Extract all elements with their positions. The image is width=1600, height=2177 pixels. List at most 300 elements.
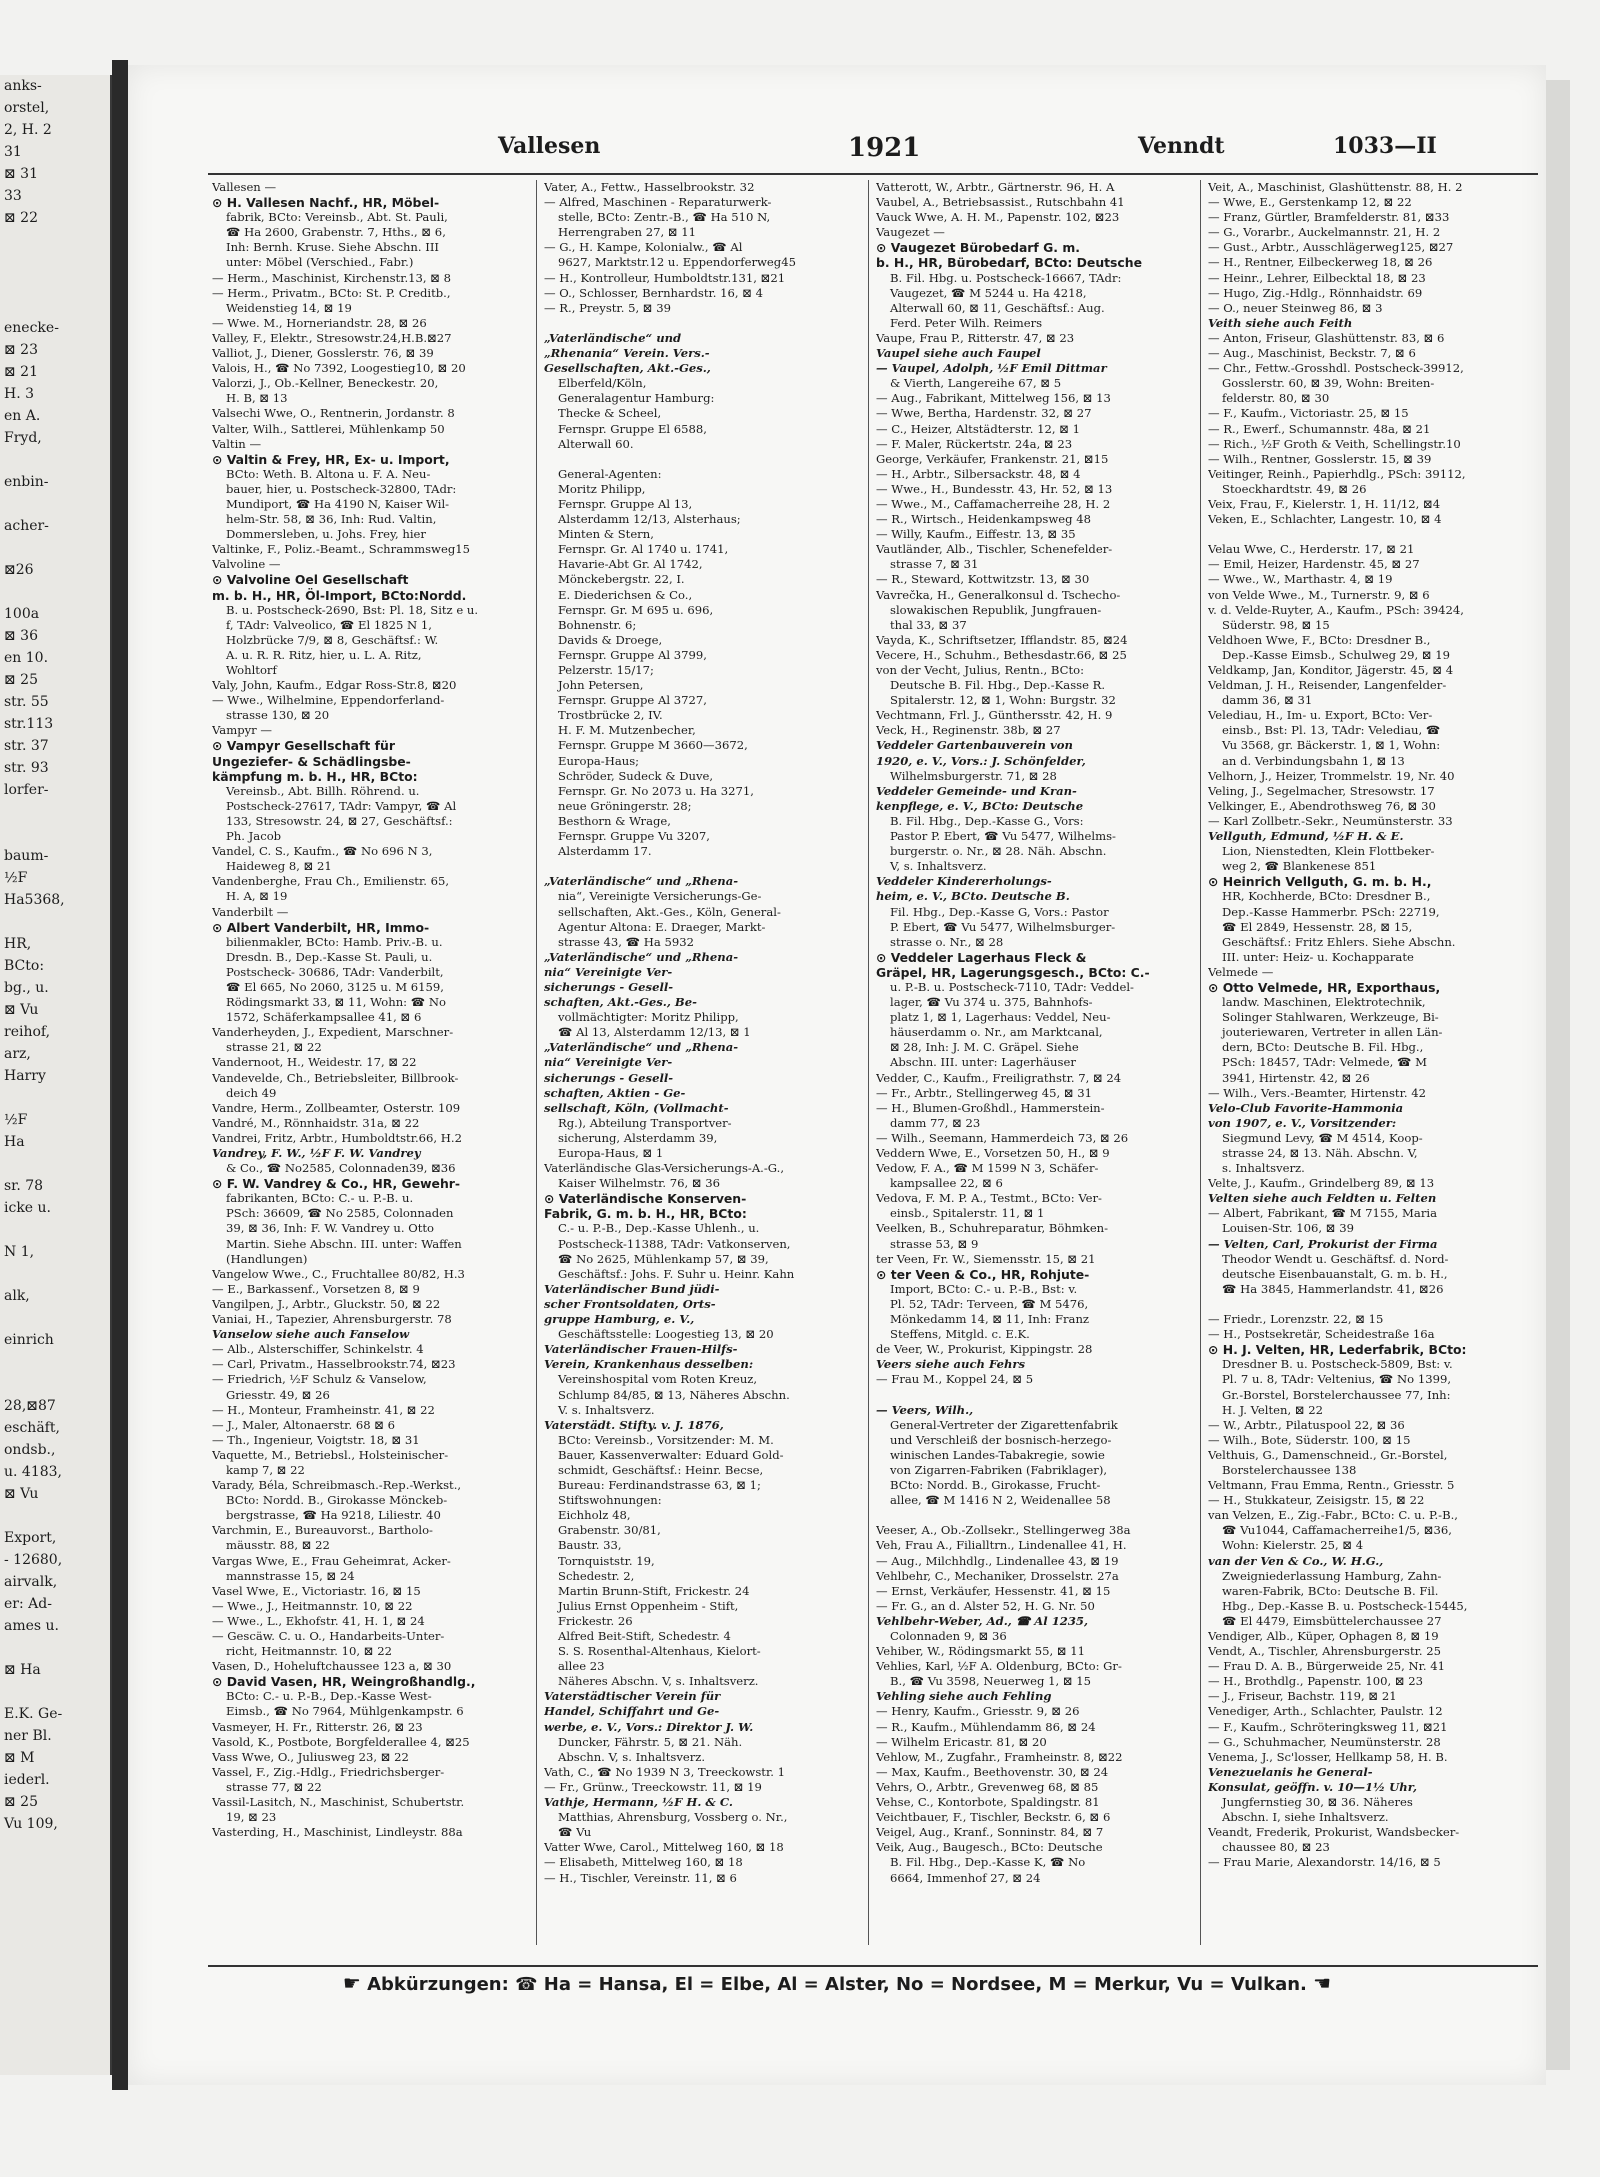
directory-entry-line: schaften, Aktien - Ge- — [544, 1085, 686, 1100]
directory-entry-line: Vehiber, W., Rödingsmarkt 55, ⊠ 11 — [876, 1644, 1085, 1659]
directory-entry-line: Fernspr. Gr. M 695 u. 696, — [558, 602, 714, 617]
directory-entry-line: bauer, hier, u. Postscheck-32800, TAdr: — [226, 481, 457, 496]
directory-entry-line: — R., Wirtsch., Heidenkampsweg 48 — [876, 512, 1092, 527]
column-2 — [544, 180, 864, 1945]
directory-entry-line: Näheres Abschn. V, s. Inhaltsverz. — [558, 1674, 759, 1689]
directory-entry-line: Vaterländischer Frauen-Hilfs- — [544, 1342, 738, 1357]
directory-entry-line: Ungeziefer- & Schädlingsbe- — [212, 753, 411, 769]
directory-entry-line: — Wwe., M., Caffamacherreihe 28, H. 2 — [876, 496, 1111, 511]
directory-entry-line: „Vaterländische“ und „Rhena- — [544, 949, 739, 964]
pointing-hand-icon: ☚ — [1313, 1971, 1332, 1995]
adjacent-page-fragment — [0, 295, 110, 317]
adjacent-page-fragment — [0, 1373, 110, 1395]
directory-entry-line: Veit, A., Maschinist, Glashüttenstr. 88, H. 2 — [1208, 180, 1463, 194]
directory-entry-line: — Fr. G., an d. Alster 52, H. G. Nr. 50 — [876, 1598, 1095, 1613]
directory-entry-line: Griesstr. 49, ⊠ 26 — [226, 1387, 330, 1402]
directory-entry-line: Vandre, Herm., Zollbeamter, Osterstr. 109 — [212, 1100, 461, 1115]
directory-entry-line: — Veers, Wilh., — [876, 1402, 974, 1417]
directory-entry-line: b. H., HR, Bürobedarf, BCto: Deutsche — [876, 255, 1143, 271]
directory-entry-line: Veeser, A., Ob.-Zollsekr., Stellingerweg 38a — [876, 1523, 1131, 1538]
directory-entry-line: — Th., Ingenieur, Voigtstr. 18, ⊠ 31 — [212, 1432, 420, 1447]
directory-entry-line: Vehling siehe auch Fehling — [876, 1689, 1052, 1704]
directory-entry-line: Grabenstr. 30/81, — [558, 1523, 661, 1538]
directory-entry-line: u. P.-B. u. Postscheck-7110, TAdr: Veddel- — [890, 979, 1134, 994]
directory-entry-line: de Veer, W., Prokurist, Kippingstr. 28 — [876, 1342, 1093, 1357]
adjacent-page-fragment — [0, 1505, 110, 1527]
adjacent-page-fragment: Export, — [4, 1530, 57, 1546]
directory-entry-line: Veh, Frau A., Filialltrn., Lindenallee 41, H. — [876, 1538, 1127, 1553]
directory-entry-line: Vasen, D., Hoheluftchaussee 123 a, ⊠ 30 — [212, 1659, 452, 1674]
directory-entry-line: Veddeler Gartenbauverein von — [876, 738, 1073, 753]
adjacent-page-fragment: baum- — [4, 848, 49, 864]
directory-entry-line: — R., Kaufm., Mühlendamm 86, ⊠ 24 — [876, 1719, 1096, 1734]
directory-entry-line: waren-Fabrik, BCto: Deutsche B. Fil. — [1222, 1583, 1439, 1598]
directory-entry-line: Vanderheyden, J., Expedient, Marschner- — [212, 1025, 454, 1040]
directory-entry-line: General-Vertreter der Zigarettenfabrik — [890, 1417, 1118, 1432]
directory-entry-line: Martin Brunn-Stift, Frickestr. 24 — [558, 1583, 750, 1598]
directory-entry-line: Gosslerstr. 60, ⊠ 39, Wohn: Breiten- — [1222, 376, 1435, 391]
directory-entry-line: Valsechi Wwe, O., Rentnerin, Jordanstr. 8 — [212, 406, 455, 421]
directory-entry-line: — Wilh., Vers.-Beamter, Hirtenstr. 42 — [1208, 1085, 1426, 1100]
directory-entry-line: — Wwe., Wilhelmine, Eppendorferland- — [212, 693, 445, 708]
directory-entry-line: — Elisabeth, Mittelweg 160, ⊠ 18 — [544, 1855, 743, 1870]
directory-entry-line — [544, 452, 864, 467]
adjacent-page-fragment: H. 3 — [4, 386, 35, 402]
directory-entry-line: häuserdamm o. Nr., am Marktcanal, — [890, 1025, 1103, 1040]
directory-entry-line: — Frau Marie, Alexandorstr. 14/16, ⊠ 5 — [1208, 1855, 1441, 1870]
directory-entry-line: — Aug., Milchhdlg., Lindenallee 43, ⊠ 19 — [876, 1553, 1119, 1568]
column-3 — [876, 180, 1196, 1945]
directory-entry-line: Haideweg 8, ⊠ 21 — [226, 859, 332, 874]
directory-entry-line: Vayda, K., Schriftsetzer, Ifflandstr. 85, ⊠24 — [876, 632, 1128, 647]
directory-entry-line: Velo-Club Favorite-Hammonia — [1208, 1100, 1404, 1115]
directory-entry-line: Siegmund Levy, ☎ M 4514, Koop- — [1222, 1130, 1423, 1145]
directory-entry-line: Veitinger, Reinh., Papierhdlg., PSch: 39112, — [1208, 466, 1466, 481]
adjacent-page-fragment: ondsb., — [4, 1442, 56, 1458]
directory-entry-line: Baustr. 33, — [558, 1538, 622, 1553]
directory-entry-line: — H., Kontrolleur, Humboldtstr.131, ⊠21 — [544, 270, 786, 285]
directory-entry-line: Kaiser Wilhelmstr. 76, ⊠ 36 — [558, 1176, 721, 1191]
directory-entry-line: Vendiger, Alb., Küper, Ophagen 8, ⊠ 19 — [1208, 1629, 1439, 1643]
directory-entry-line: Süderstr. 98, ⊠ 15 — [1222, 617, 1330, 632]
directory-entry-line: Dresdn. B., Dep.-Kasse St. Pauli, u. — [226, 949, 433, 964]
directory-entry-line: chaussee 80, ⊠ 23 — [1222, 1840, 1330, 1855]
directory-entry-line: Vereinshospital vom Roten Kreuz, — [558, 1372, 758, 1387]
adjacent-page-fragment: lorfer- — [4, 782, 49, 798]
directory-entry-line: — H., Brothdlg., Papenstr. 100, ⊠ 23 — [1208, 1674, 1424, 1689]
directory-entry-line: — Anton, Friseur, Glashüttenstr. 83, ⊠ 6 — [1208, 330, 1445, 345]
directory-entry-line: Vandrei, Fritz, Arbtr., Humboldtstr.66, H.2 — [212, 1130, 462, 1145]
adjacent-page-fragment: einrich — [4, 1332, 54, 1348]
directory-entry-line: ☎ El 665, No 2060, 3125 u. M 6159, — [226, 979, 444, 994]
directory-entry-line: strasse o. Nr., ⊠ 28 — [890, 934, 1004, 949]
directory-entry-line: — J., Friseur, Bachstr. 119, ⊠ 21 — [1208, 1689, 1397, 1704]
directory-entry-line: Davids & Droege, — [558, 632, 663, 647]
directory-entry-line: Vampyr — — [212, 723, 273, 738]
column-4 — [1208, 180, 1528, 1945]
book-gutter — [112, 60, 128, 2090]
directory-entry-line: Postscheck-11388, TAdr: Vatkonserven, — [558, 1236, 791, 1251]
directory-entry-line: Vathje, Hermann, ½F H. & C. — [544, 1795, 733, 1810]
directory-entry-line — [876, 1388, 1196, 1403]
directory-entry-line: Lion, Nienstedten, Klein Flottbeker- — [1222, 844, 1435, 859]
directory-entry-line: Julius Ernst Oppenheim - Stift, — [558, 1598, 739, 1613]
directory-entry-line: Abschn. I, siehe Inhaltsverz. — [1222, 1810, 1389, 1825]
adjacent-page-fragment: orstel, — [4, 100, 50, 116]
directory-entry-line: Theodor Wendt u. Geschäftsf. d. Nord- — [1222, 1251, 1449, 1266]
directory-entry-line: Veith siehe auch Feith — [1208, 315, 1353, 330]
directory-entry-line: B. Fil. Hbg., Dep.-Kasse G., Vors: — [890, 813, 1084, 828]
adjacent-page-fragment: HR, — [4, 936, 32, 952]
directory-entry-line: V, s. Inhaltsverz. — [890, 859, 987, 874]
directory-entry-line: Vaugezet — — [876, 225, 945, 240]
directory-entry-line: Vehlies, Karl, ½F A. Oldenburg, BCto: Gr- — [876, 1659, 1122, 1674]
directory-entry-line: — H., Monteur, Framheinstr. 41, ⊠ 22 — [212, 1402, 435, 1417]
adjacent-page-fragment: sr. 78 — [4, 1178, 44, 1194]
directory-entry-line: PSch: 36609, ☎ No 2585, Colonnaden — [226, 1206, 454, 1221]
adjacent-page-fragment: er: Ad- — [4, 1596, 52, 1612]
directory-entry-line: ⊠ 28, Inh: J. M. C. Gräpel. Siehe — [890, 1040, 1079, 1055]
directory-entry-line: — H., Blumen-Großhdl., Hammerstein- — [876, 1100, 1105, 1115]
directory-entry-line: Bureau: Ferdinandstrasse 63, ⊠ 1; — [558, 1478, 761, 1493]
directory-entry-line: fabrikanten, BCto: C.- u. P.-B. u. — [226, 1191, 414, 1206]
directory-entry-line: strasse 7, ⊠ 31 — [890, 557, 979, 572]
directory-entry-line: — G., Vorarbr., Auckelmannstr. 21, H. 2 — [1208, 225, 1441, 240]
directory-entry-line: P. Ebert, ☎ Vu 5477, Wilhelmsburger- — [890, 919, 1116, 934]
directory-entry-line: — H., Postsekretär, Scheidestraße 16a — [1208, 1327, 1435, 1342]
directory-entry-line: Vallesen — — [212, 180, 277, 194]
directory-entry-line: ⊙ H. Vallesen Nachf., HR, Möbel- — [212, 195, 440, 211]
directory-entry-line: — F., Kaufm., Schröteringksweg 11, ⊠21 — [1208, 1719, 1448, 1734]
directory-entry-line: Geschäftsf.: Fritz Ehlers. Siehe Abschn. — [1222, 934, 1456, 949]
directory-entry-line: 39, ⊠ 36, Inh: F. W. Vandrey u. Otto — [226, 1221, 435, 1236]
directory-entry-line: Tornquiststr. 19, — [558, 1553, 655, 1568]
adjacent-page-fragment: BCto: — [4, 958, 45, 974]
directory-entry-line: Venema, J., Sc'losser, Hellkamp 58, H. B. — [1208, 1749, 1448, 1764]
directory-entry-line: ⊙ Vaugezet Bürobedarf G. m. — [876, 240, 1080, 256]
directory-entry-line: Fil. Hbg., Dep.-Kasse G, Vors.: Pastor — [890, 904, 1109, 919]
directory-entry-line: — J., Maler, Altonaerstr. 68 ⊠ 6 — [212, 1417, 396, 1432]
directory-entry-line: Trostbrücke 2, IV. — [558, 708, 663, 723]
adjacent-page-fragment — [0, 273, 110, 295]
adjacent-page-fragment: eschäft, — [4, 1420, 60, 1436]
adjacent-page-fragment — [0, 911, 110, 933]
directory-entry-line: S. S. Rosenthal-Altenhaus, Kielort- — [558, 1644, 761, 1659]
adjacent-page-fragment — [0, 1219, 110, 1241]
directory-entry-line: ⊙ Valtin & Frey, HR, Ex- u. Import, — [212, 451, 450, 467]
directory-entry-line: — Wwe., W., Marthastr. 4, ⊠ 19 — [1208, 572, 1393, 587]
directory-entry-line: Vaniai, H., Tapezier, Ahrensburgerstr. 78 — [212, 1312, 452, 1327]
directory-entry-line: Weidenstieg 14, ⊠ 19 — [226, 300, 352, 315]
directory-entry-line: Louisen-Str. 106, ⊠ 39 — [1222, 1221, 1354, 1236]
directory-entry-line — [1208, 1297, 1528, 1312]
adjacent-page-fragment — [0, 251, 110, 273]
adjacent-page-fragment: Ha — [4, 1134, 25, 1150]
directory-entry-line: winischen Landes-Tabakregie, sowie — [890, 1447, 1105, 1462]
directory-entry-line: — Wilh., Seemann, Hammerdeich 73, ⊠ 26 — [876, 1130, 1129, 1145]
directory-entry-line: van der Ven & Co., W. H.G., — [1208, 1553, 1384, 1568]
adjacent-page-fragment: str. 37 — [4, 738, 49, 754]
adjacent-page-fragment: iederl. — [4, 1772, 50, 1788]
directory-entry-line: Pastor P. Ebert, ☎ Vu 5477, Wilhelms- — [890, 829, 1116, 844]
directory-entry-line: richt, Heitmannstr. 10, ⊠ 22 — [226, 1644, 392, 1659]
directory-entry-line: Martin. Siehe Abschn. III. unter: Waffen — [226, 1236, 462, 1251]
directory-entry-line: — Herm., Privatm., BCto: St. P. Creditb., — [212, 285, 451, 300]
directory-entry-line: — Frau M., Koppel 24, ⊠ 5 — [876, 1372, 1034, 1387]
adjacent-page-fragment: - 12680, — [4, 1552, 63, 1568]
directory-entry-line: Vedova, F. M. P. A., Testmt., BCto: Ver- — [876, 1191, 1102, 1206]
directory-entry-line: Fernspr. Gruppe Al 13, — [558, 496, 693, 511]
directory-entry-line: Vassel, F., Zig.-Hdlg., Friedrichsberger- — [212, 1764, 445, 1779]
directory-entry-line: Valtinke, F., Poliz.-Beamt., Schrammsweg15 — [212, 542, 471, 557]
directory-entry-line: Rödingsmarkt 33, ⊠ 11, Wohn: ☎ No — [226, 995, 447, 1010]
directory-entry-line: m. b. H., HR, Öl-Import, BCto:Nordd. — [212, 587, 467, 603]
adjacent-page-fragment: Vu 109, — [4, 1816, 58, 1832]
directory-entry-line: kampsallee 22, ⊠ 6 — [890, 1176, 1003, 1191]
directory-entry-line: ter Veen, Fr. W., Siemensstr. 15, ⊠ 21 — [876, 1251, 1096, 1266]
directory-entry-line: Abschn. V, s. Inhaltsverz. — [558, 1749, 706, 1764]
adjacent-page-fragment: str. 93 — [4, 760, 49, 776]
directory-entry-line: Pl. 52, TAdr: Terveen, ☎ M 5476, — [890, 1296, 1089, 1311]
directory-entry-line: scher Frontsoldaten, Orts- — [544, 1296, 716, 1311]
directory-entry-line: Wilhelmsburgerstr. 71, ⊠ 28 — [890, 768, 1057, 783]
directory-entry-line: Vasmeyer, H. Fr., Ritterstr. 26, ⊠ 23 — [212, 1719, 423, 1734]
directory-entry-line: lager, ☎ Vu 374 u. 375, Bahnhofs- — [890, 995, 1093, 1010]
directory-entry-line: Moritz Philipp, — [558, 481, 646, 496]
directory-entry-line: Pelzerstr. 15/17; — [558, 663, 654, 677]
directory-entry-line: — Velten, Carl, Prokurist der Firma — [1208, 1236, 1438, 1251]
directory-entry-line: ⊙ H. J. Velten, HR, Lederfabrik, BCto: — [1208, 1342, 1467, 1358]
adjacent-page-fragment: str. 55 — [4, 694, 49, 710]
directory-entry-line: C.- u. P.-B., Dep.-Kasse Uhlenh., u. — [558, 1221, 760, 1236]
directory-entry-line: — Chr., Fettw.-Grosshdl. Postscheck-39912, — [1208, 361, 1464, 376]
directory-entry-line: — Karl Zollbetr.-Sekr., Neumünsterstr. 33 — [1208, 813, 1453, 828]
directory-entry-line: — W., Arbtr., Pilatuspool 22, ⊠ 36 — [1208, 1417, 1405, 1432]
directory-entry-line: Vandel, C. S., Kaufm., ☎ No 696 N 3, — [212, 844, 433, 859]
directory-entry-line: — Vaupel, Adolph, ½F Emil Dittmar — [876, 361, 1107, 376]
directory-entry-line: Mönkedamm 14, ⊠ 11, Inh: Franz — [890, 1312, 1090, 1327]
directory-entry-line: ⊙ Heinrich Vellguth, G. m. b. H., — [1208, 874, 1432, 890]
directory-entry-line: strasse 53, ⊠ 9 — [890, 1236, 979, 1251]
directory-entry-line: — Aug., Fabrikant, Mittelweg 156, ⊠ 13 — [876, 391, 1111, 406]
directory-entry-line: — Carl, Privatm., Hasselbrookstr.74, ⊠23 — [212, 1357, 456, 1372]
directory-entry-line: Stiftswohnungen: — [558, 1493, 662, 1508]
directory-entry-line: Agentur Altona: E. Draeger, Markt- — [558, 919, 766, 934]
column-1 — [212, 180, 532, 1945]
header-rule — [208, 173, 1538, 175]
directory-entry-line: Duncker, Fährstr. 5, ⊠ 21. Näh. — [558, 1734, 743, 1749]
directory-entry-line: Veken, E., Schlachter, Langestr. 10, ⊠ 4 — [1208, 512, 1442, 527]
directory-entry-line: — Willy, Kaufm., Eiffestr. 13, ⊠ 35 — [876, 527, 1076, 542]
directory-entry-line: — Emil, Heizer, Hardenstr. 45, ⊠ 27 — [1208, 557, 1420, 572]
directory-entry-line: Bohnenstr. 6; — [558, 617, 637, 632]
directory-entry-line: Veldman, J. H., Reisender, Langenfelder- — [1208, 678, 1447, 693]
adjacent-page-fragment: 33 — [4, 188, 22, 204]
directory-entry-line: & Vierth, Langereihe 67, ⊠ 5 — [890, 376, 1062, 391]
directory-entry-line: Veers siehe auch Fehrs — [876, 1357, 1026, 1372]
directory-entry-line: ⊙ Albert Vanderbilt, HR, Immo- — [212, 919, 430, 935]
directory-entry-line: Fernspr. Gruppe Al 3799, — [558, 647, 707, 662]
directory-entry-line: ⊙ Vaterländische Konserven- — [544, 1191, 747, 1207]
directory-entry-line: sicherungs - Gesell- — [544, 979, 674, 994]
directory-entry-line: Eichholz 48, — [558, 1508, 631, 1523]
adjacent-page-fragment — [0, 1263, 110, 1285]
directory-entry-line: B. u. Postscheck-2690, Bst: Pl. 18, Sitz e u. — [226, 602, 479, 617]
directory-entry-line: Ferd. Peter Wilh. Reimers — [890, 315, 1043, 330]
directory-entry-line: — R., Ewerf., Schumannstr. 48a, ⊠ 21 — [1208, 421, 1431, 436]
adjacent-page-fragment: enbin- — [4, 474, 49, 490]
adjacent-page-fragment: icke u. — [4, 1200, 52, 1216]
directory-entry-line: — G., Schuhmacher, Neumünsterstr. 28 — [1208, 1734, 1441, 1749]
directory-entry-line: Thecke & Scheel, — [558, 406, 662, 421]
directory-entry-line: Europa-Haus; — [558, 753, 640, 768]
directory-entry-line — [544, 316, 864, 331]
directory-entry-line: ☎ Al 13, Alsterdamm 12/13, ⊠ 1 — [558, 1025, 751, 1040]
directory-entry-line: Colonnaden 9, ⊠ 36 — [890, 1629, 1007, 1643]
directory-entry-line: Vandernoot, H., Weidestr. 17, ⊠ 22 — [212, 1055, 417, 1070]
directory-entry-line: Alsterdamm 17. — [558, 844, 652, 859]
directory-entry-line: — F. Maler, Rückertstr. 24a, ⊠ 23 — [876, 436, 1073, 451]
directory-entry-line: „Vaterländische“ und „Rhena- — [544, 874, 739, 889]
directory-entry-line: Vangelow Wwe., C., Fruchtallee 80/82, H.3 — [212, 1266, 465, 1281]
directory-entry-line: thal 33, ⊠ 37 — [890, 617, 967, 632]
directory-entry-line: Steffens, Mitgld. c. E.K. — [890, 1327, 1030, 1342]
directory-entry-line: — Henry, Kaufm., Griesstr. 9, ⊠ 26 — [876, 1704, 1080, 1719]
scan-edge — [1546, 80, 1570, 2070]
directory-entry-line: — Hugo, Zig.-Hdlg., Rönnhaidstr. 69 — [1208, 285, 1423, 300]
directory-entry-line: Fernspr. Gr. No 2073 u. Ha 3271, — [558, 783, 754, 798]
directory-entry-line: ☎ Ha 2600, Grabenstr. 7, Hths., ⊠ 6, — [226, 225, 446, 240]
adjacent-page-fragment: 100a — [4, 606, 40, 622]
directory-entry-line: einsb., Spitalerstr. 11, ⊠ 1 — [890, 1206, 1045, 1221]
directory-entry-line: Gr.-Borstel, Borstelerchaussee 77, Inh: — [1222, 1387, 1451, 1402]
directory-entry-line: Vatterott, W., Arbtr., Gärtnerstr. 96, H. A — [876, 180, 1115, 194]
adjacent-page-fragment — [0, 1351, 110, 1373]
directory-entry-line: Vendt, A., Tischler, Ahrensburgerstr. 25 — [1208, 1644, 1441, 1659]
directory-entry-line: — Gust., Arbtr., Ausschlägerweg125, ⊠27 — [1208, 240, 1454, 255]
directory-entry-line: — Albert, Fabrikant, ☎ M 7155, Maria — [1208, 1206, 1437, 1221]
directory-entry-line: Schröder, Sudeck & Duve, — [558, 768, 714, 783]
directory-entry-line: ☎ Ha 3845, Hammerlandstr. 41, ⊠26 — [1222, 1281, 1444, 1296]
directory-entry-line: — Rich., ½F Groth & Veith, Schellingstr.10 — [1208, 436, 1461, 451]
directory-entry-line: Vaubel, A., Betriebsassist., Rutschbahn 41 — [876, 195, 1125, 210]
directory-entry-line: nia“ Vereinigte Ver- — [544, 1055, 673, 1070]
directory-entry-line: Fernspr. Gruppe Al 3727, — [558, 693, 707, 708]
adjacent-page-fragment: ½F — [4, 1112, 28, 1128]
directory-entry-line: — Fr., Grünw., Treeckowstr. 11, ⊠ 19 — [544, 1779, 762, 1794]
directory-entry-line: H. A, ⊠ 19 — [226, 889, 288, 904]
directory-entry-line: Venediger, Arth., Schlachter, Paulstr. 12 — [1208, 1704, 1443, 1719]
directory-entry-line: strasse 130, ⊠ 20 — [226, 708, 330, 723]
directory-entry-line: felderstr. 80, ⊠ 30 — [1222, 391, 1330, 406]
adjacent-page-fragment — [0, 823, 110, 845]
directory-entry-line: ⊙ David Vasen, HR, Weingroßhandlg., — [212, 1674, 476, 1690]
directory-entry-line: Mönckebergstr. 22, I. — [558, 572, 685, 587]
directory-entry-line: unter: Möbel (Verschied., Fabr.) — [226, 255, 414, 270]
directory-entry-line: (Handlungen) — [226, 1251, 308, 1266]
directory-entry-line: Wohltorf — [226, 663, 277, 677]
directory-entry-line: Bauer, Kassenverwalter: Eduard Gold- — [558, 1447, 784, 1462]
directory-entry-line: Fernspr. Gruppe Vu 3207, — [558, 829, 710, 844]
directory-entry-line: Vellguth, Edmund, ½F H. & E. — [1208, 829, 1404, 844]
adjacent-page-fragment: 28,⊠87 — [4, 1398, 56, 1414]
directory-entry-line: 1572, Schäferkampsallee 41, ⊠ 6 — [226, 1010, 422, 1025]
directory-entry-line: Holzbrücke 7/9, ⊠ 8, Geschäftsf.: W. — [226, 632, 439, 647]
directory-entry-line: Valvoline — — [212, 557, 281, 572]
directory-entry-line: Konsulat, geöffn. v. 10—1½ Uhr, — [1208, 1779, 1417, 1794]
directory-entry-line: Vass Wwe, O., Juliusweg 23, ⊠ 22 — [212, 1749, 409, 1764]
directory-entry-line: ☎ Vu1044, Caffamacherreihe1/5, ⊠36, — [1222, 1523, 1452, 1538]
directory-entry-line: ☎ El 4479, Eimsbüttelerchaussee 27 — [1222, 1613, 1442, 1628]
adjacent-page-fragment: en 10. — [4, 650, 49, 666]
directory-entry-line: Vedder, C., Kaufm., Freiligrathstr. 7, ⊠ 24 — [876, 1070, 1122, 1085]
directory-entry-line: H. F. M. Mutzenbecher, — [558, 723, 696, 738]
directory-entry-line: PSch: 18457, TAdr: Velmede, ☎ M — [1222, 1055, 1427, 1070]
directory-entry-line: Vanselow siehe auch Fanselow — [212, 1327, 410, 1342]
adjacent-page-fragment: arz, — [4, 1046, 31, 1062]
directory-entry-line: Vehlbehr-Weber, Ad., ☎ Al 1235, — [876, 1613, 1089, 1628]
directory-entry-line: Vasel Wwe, E., Victoriastr. 16, ⊠ 15 — [212, 1583, 421, 1598]
directory-entry-line: deutsche Eisenbauanstalt, G. m. b. H., — [1222, 1266, 1448, 1281]
adjacent-page-fragment: str.113 — [4, 716, 54, 732]
directory-entry-line: nia“ Vereinigte Ver- — [544, 964, 673, 979]
adjacent-page-fragment: ⊠ Vu — [4, 1486, 39, 1502]
directory-entry-line: Spitalerstr. 12, ⊠ 1, Wohn: Burgstr. 32 — [890, 693, 1116, 708]
directory-entry-line: ⊙ Valvoline Oel Gesellschaft — [212, 572, 409, 588]
column-divider — [1200, 180, 1201, 1945]
directory-entry-line: sellschaft, Köln, (Vollmacht- — [544, 1100, 729, 1115]
directory-entry-line: Dep.-Kasse Hammerbr. PSch: 22719, — [1222, 904, 1440, 919]
directory-entry-line: Deutsche B. Fil. Hbg., Dep.-Kasse R. — [890, 678, 1106, 693]
directory-entry-line: Fernspr. Gr. Al 1740 u. 1741, — [558, 542, 729, 557]
directory-entry-line: platz 1, ⊠ 1, Lagerhaus: Veddel, Neu- — [890, 1010, 1111, 1025]
directory-entry-line: Valter, Wilh., Sattlerei, Mühlenkamp 50 — [212, 421, 445, 436]
directory-entry-line: Vaquette, M., Betriebsl., Holsteinischer- — [212, 1447, 449, 1462]
directory-entry-line: BCto: Nordd. B., Girokasse Mönckeb- — [226, 1493, 448, 1508]
directory-entry-line: Veigel, Aug., Kranf., Sonninstr. 84, ⊠ 7 — [876, 1825, 1104, 1840]
directory-entry-line: — Wilh., Bote, Süderstr. 100, ⊠ 15 — [1208, 1432, 1411, 1447]
directory-entry-line: Alsterdamm 12/13, Alsterhaus; — [558, 512, 741, 527]
directory-entry-line: bilienmakler, BCto: Hamb. Priv.-B. u. — [226, 934, 443, 949]
directory-entry-line: helm-Str. 58, ⊠ 36, Inh: Rud. Valtin, — [226, 512, 437, 527]
directory-entry-line: 9627, Marktstr.12 u. Eppendorferweg45 — [558, 255, 796, 270]
directory-entry-line: kämpfung m. b. H., HR, BCto: — [212, 768, 418, 784]
directory-entry-line: Valois, H., ☎ No 7392, Loogestieg10, ⊠ 20 — [212, 361, 466, 376]
directory-entry-line: B. Fil. Hbg., Dep.-Kasse K, ☎ No — [890, 1855, 1086, 1870]
adjacent-page-fragment: alk, — [4, 1288, 30, 1304]
directory-entry-line: f, TAdr: Valveolico, ☎ El 1825 N 1, — [226, 617, 432, 632]
directory-entry-line: Vandrey, F. W., ½F F. W. Vandrey — [212, 1146, 421, 1160]
directory-entry-line: — Fr., Arbtr., Stellingerweg 45, ⊠ 31 — [876, 1085, 1093, 1100]
directory-entry-line: Schlump 84/85, ⊠ 13, Näheres Abschn. — [558, 1387, 790, 1402]
directory-entry-line: von Zigarren-Fabriken (Fabriklager), — [890, 1462, 1108, 1477]
page-header — [128, 133, 1546, 173]
directory-entry-line: Gesellschaften, Akt.-Ges., — [544, 361, 711, 376]
directory-entry-line: von Velde Wwe., M., Turnerstr. 9, ⊠ 6 — [1208, 587, 1430, 602]
adjacent-page-fragment — [0, 1087, 110, 1109]
directory-entry-line: heim, e. V., BCto. Deutsche B. — [876, 889, 1070, 904]
directory-entry-line: Valley, F., Elektr., Stresowstr.24,H.B.⊠27 — [212, 330, 452, 345]
directory-entry-line: Vaugezet, ☎ M 5244 u. Ha 4218, — [890, 285, 1087, 300]
directory-entry-line: Vehlbehr, C., Mechaniker, Drosselstr. 27a — [876, 1568, 1119, 1583]
directory-entry-line: fabrik, BCto: Vereinsb., Abt. St. Pauli, — [226, 210, 448, 225]
directory-entry-line: landw. Maschinen, Elektrotechnik, — [1222, 995, 1426, 1010]
adjacent-page-fragment: bg., u. — [4, 980, 49, 996]
adjacent-page-fragment — [0, 1307, 110, 1329]
directory-entry-line: gruppe Hamburg, e. V., — [544, 1312, 695, 1327]
adjacent-page-fragment: ⊠ 31 — [4, 166, 38, 182]
directory-entry-line: — E., Barkassenf., Vorsetzen 8, ⊠ 9 — [212, 1281, 420, 1296]
